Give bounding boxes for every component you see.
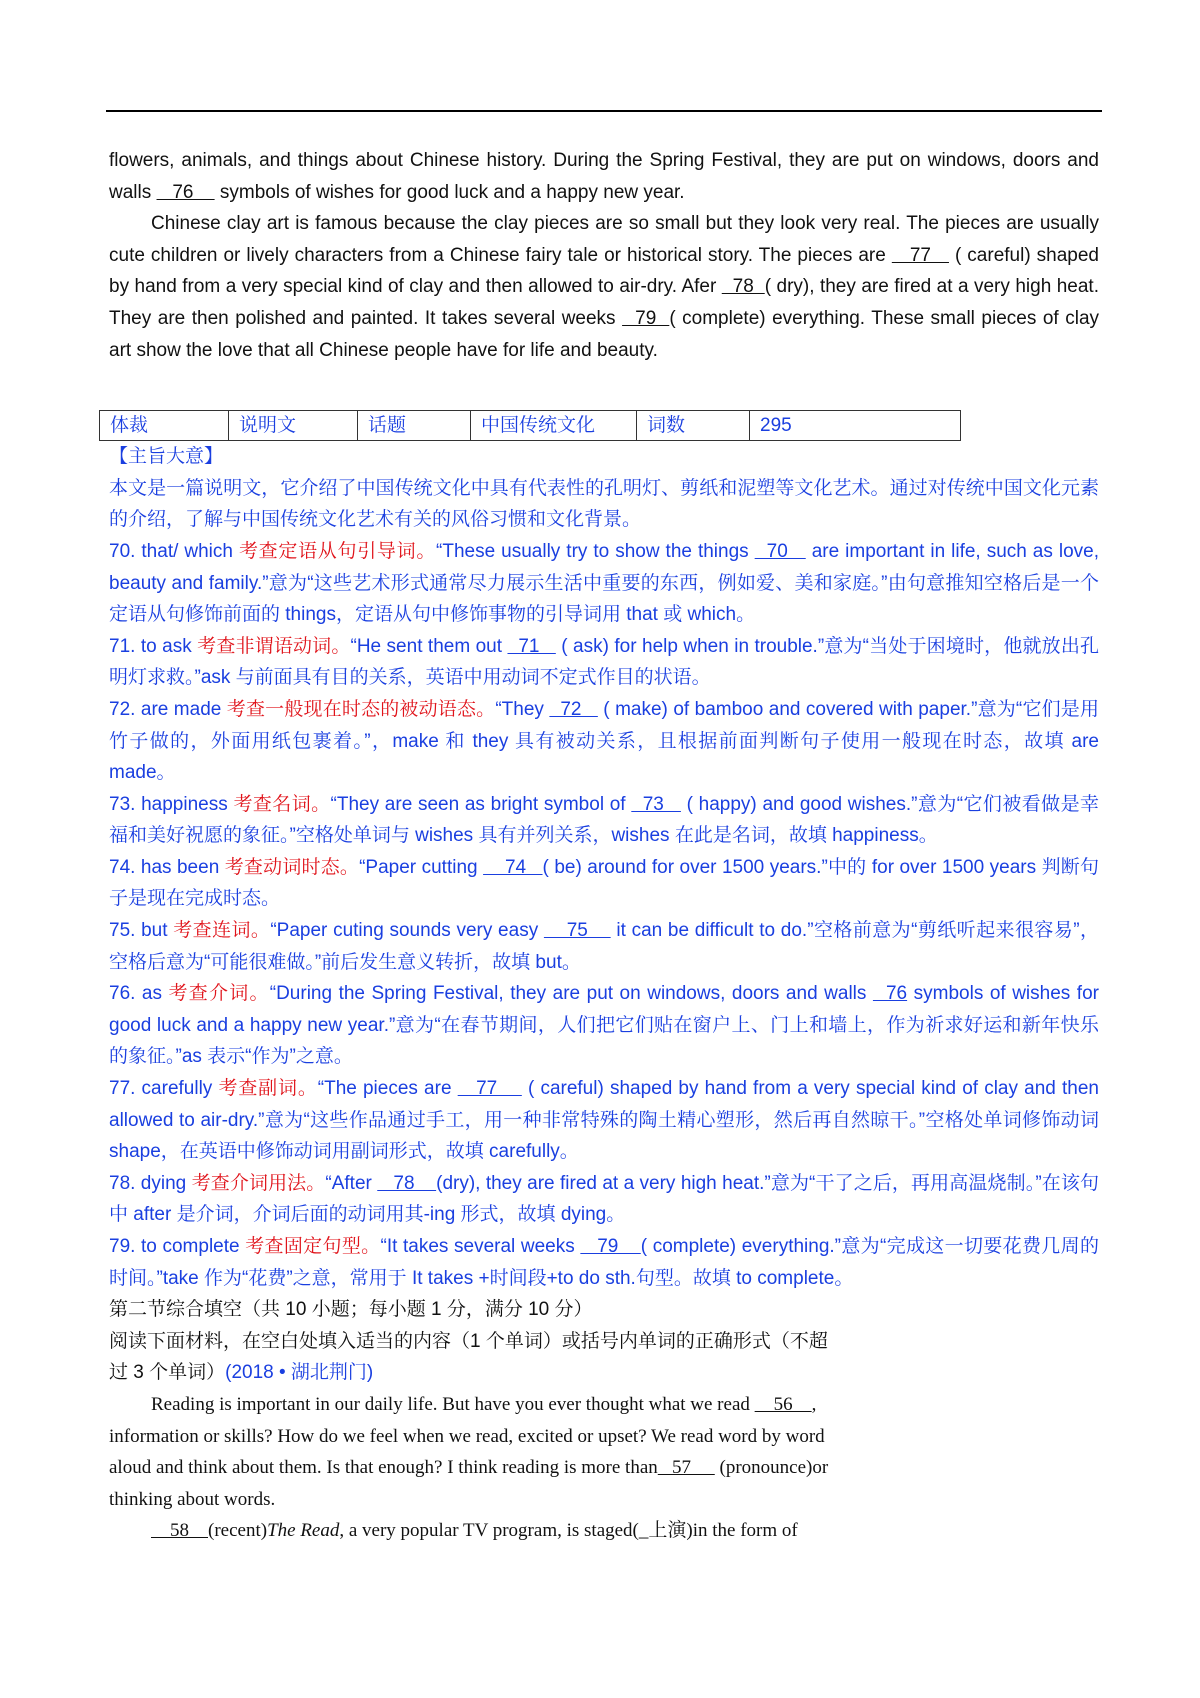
- answer-key: 78. dying: [109, 1172, 192, 1194]
- answer-blank: 71: [507, 635, 556, 657]
- section-title: 第二节综合填空（共 10 小题；每小题 1 分，满分 10 分）: [109, 1299, 593, 1321]
- answer-blank: 76: [872, 983, 908, 1005]
- cloze-text: (pronounce)or: [714, 1457, 829, 1479]
- answer-item: [109, 915, 1099, 978]
- passage-text: Chinese clay art is famous because the clay pieces are so small but they look very real. The pieces are usually cute children or lively characters from a Chinese fairy tale or historical story. The pieces are: [109, 213, 1099, 266]
- blank-58: 58: [151, 1520, 208, 1542]
- header-rule: [106, 110, 1102, 112]
- meta-row: [100, 411, 961, 441]
- cloze-text: , a very popular TV program, is staged(: [339, 1520, 639, 1542]
- answer-item: [109, 631, 1099, 694]
- answer-text: “They are seen as bright symbol of: [330, 793, 632, 815]
- cloze-text: (recent): [208, 1520, 268, 1542]
- instruction-text: 过 3 个单词）: [109, 1362, 226, 1384]
- cloze-text: ,: [811, 1393, 817, 1415]
- answer-text: ( make) of bamboo and covered with paper.”意为“它们是用竹子做的，外面用纸包裹着。”，make 和 they 具有被动关系，且根据前面判断句子使用一般现在时态，故填 are made。: [109, 698, 1099, 784]
- source-label: (2018 • 湖北荆门): [225, 1362, 374, 1384]
- answer-item: [109, 978, 1099, 1073]
- answer-key: 76. as: [109, 983, 169, 1005]
- answer-blank: 72: [549, 698, 598, 720]
- answer-text: “During the Spring Festival, they are put on windows, doors and walls: [269, 983, 873, 1005]
- answer-item: [109, 1231, 1099, 1294]
- cloze-text: aloud and think about them. Is that enough? I think reading is more than: [109, 1457, 658, 1479]
- meta-cell: 体裁: [100, 411, 229, 441]
- cloze-text: _上演: [638, 1520, 687, 1542]
- passage-paragraph-1: [109, 145, 1099, 208]
- answer-list: [109, 536, 1099, 1294]
- passage-text: ( dry), they are fired at a very high heat. They are then polished and painted. It takes several weeks: [109, 276, 1099, 329]
- answer-topic: 考查介词用法。: [191, 1172, 326, 1194]
- section-instruction: 阅读下面材料，在空白处填入适当的内容（1 个单词）或括号内单词的正确形式（不超: [109, 1330, 828, 1352]
- cloze-line: [109, 1452, 1099, 1484]
- answer-key: 75. but: [109, 920, 174, 942]
- answer-key: 77. carefully: [109, 1078, 219, 1100]
- answer-topic: 考查介词。: [168, 983, 270, 1005]
- passage-paragraph-2: [109, 208, 1099, 366]
- answer-blank: 73: [631, 793, 681, 815]
- answer-blank: 75: [543, 920, 611, 942]
- answer-topic: 考查副词。: [218, 1078, 318, 1100]
- answer-text: ( complete) everything.”意为“完成这一切要花费几周的时间。”take 作为“花费”之意，常用于 It takes +时间段+to do sth.句型。故填 to complete。: [109, 1236, 1099, 1289]
- answer-text: ( be) around for over 1500 years.”中的 for over 1500 years 判断句子是现在完成时态。: [109, 856, 1099, 910]
- answer-text: “Paper cutting: [359, 856, 484, 878]
- answer-topic: 考查名词。: [233, 793, 331, 815]
- passage-text: flowers, animals, and things about Chinese history. During the Spring Festival, they are put on windows, doors and walls: [109, 150, 1099, 203]
- summary-text: 本文是一篇说明文，它介绍了中国传统文化中具有代表性的孔明灯、剪纸和泥塑等文化艺术。通过对传统中国文化元素的介绍，了解与中国传统文化艺术有关的风俗习惯和文化背景。: [109, 477, 1099, 531]
- answer-text: “They: [495, 698, 550, 720]
- answer-text: symbols of wishes for good luck and a happy new year.”意为“在春节期间，人们把它们贴在窗户上、门上和墙上，作为祈求好运和新年快乐的象征。”as 表示“作为”之意。: [109, 983, 1099, 1068]
- answer-text: “He sent them out: [350, 635, 508, 657]
- answer-text: “It takes several weeks: [380, 1236, 581, 1257]
- meta-table: [99, 410, 961, 441]
- blank-77: 77: [891, 244, 949, 266]
- cloze-line: information or skills? How do we feel when we read, excited or upset? We read word by word: [109, 1425, 825, 1447]
- answer-blank: 79: [580, 1236, 641, 1257]
- answer-text: ( happy) and good wishes.”意为“它们被看做是幸福和美好祝愿的象征。”空格处单词与 wishes 具有并列关系，wishes 在此是名词，故填 happiness。: [109, 793, 1100, 847]
- answer-text: “The pieces are: [317, 1078, 458, 1100]
- answer-text: ( ask) for help when in trouble.”意为“当处于困境时，他就放出孔明灯求救。”ask 与前面具有目的关系，英语中用动词不定式作目的状语。: [109, 635, 1099, 689]
- answer-key: 79. to complete: [109, 1236, 246, 1257]
- answer-topic: 考查连词。: [173, 920, 271, 942]
- answer-text: “These usually try to show the things: [436, 540, 755, 562]
- blank-78: 78: [721, 276, 765, 298]
- answer-blank: 78: [377, 1172, 437, 1194]
- cloze-line: thinking about words.: [109, 1488, 276, 1510]
- blank-79: 79: [622, 307, 670, 329]
- answer-key: 70. that/ which: [109, 540, 239, 562]
- answer-blank: 74: [483, 856, 543, 878]
- passage-text: ( careful) shaped by hand from a very special kind of clay and then allowed to air-dry. Afer: [109, 244, 1099, 298]
- meta-cell: 中国传统文化: [471, 411, 637, 441]
- answer-item: [109, 694, 1099, 789]
- meta-cell: 话题: [358, 411, 471, 441]
- answer-item: [109, 1168, 1099, 1231]
- blank-56: 56: [754, 1393, 812, 1415]
- answer-text: ( careful) shaped by hand from a very special kind of clay and then allowed to air-dry.”意为“这些作品通过手工，用一种非常特殊的陶土精心塑形，然后再自然晾干。”空格处单词修饰动词 shape，在英语中修饰动词用副词形式，故填 carefully。: [109, 1078, 1099, 1163]
- answer-key: 71. to ask: [109, 635, 198, 657]
- blank-57: 57: [657, 1457, 715, 1479]
- cloze-passage: [109, 1389, 1099, 1547]
- answer-blank: 70: [754, 540, 806, 562]
- passage-text: symbols of wishes for good luck and a happy new year.: [214, 181, 685, 203]
- answer-text: “Paper cuting sounds very easy: [270, 920, 544, 942]
- answer-item: [109, 789, 1099, 852]
- cloze-text: Reading is important in our daily life. But have you ever thought what we read: [151, 1393, 755, 1415]
- cloze-line: [109, 1389, 1099, 1421]
- document-page: [109, 145, 1099, 1547]
- answer-text: are important in life, such as love, beauty and family.”意为“这些艺术形式通常尽力展示生活中重要的东西，例如爱、美和家庭。”由句意推知空格后是一个定语从句修饰前面的 things，定语从句中修饰事物的引导词用 that 或 which。: [109, 540, 1099, 626]
- answer-text: (dry), they are fired at a very high heat.”意为“干了之后，再用高温烧制。”在该句中 after 是介词，介词后面的动词用其-ing 形式，故填 dying。: [109, 1172, 1099, 1226]
- answer-item: [109, 1073, 1099, 1168]
- passage-text: ( complete) everything. These small pieces of clay art show the love that all Chinese people have for life and beauty.: [109, 307, 1100, 361]
- answer-topic: 考查定语从句引导词。: [238, 540, 437, 562]
- answer-blank: 77: [457, 1078, 522, 1100]
- answer-text: “After: [325, 1172, 378, 1194]
- answer-text: it can be difficult to do.”空格前意为“剪纸听起来很容易”，空格后意为“可能很难做。”前后发生意义转折，故填 but。: [109, 920, 1099, 973]
- answer-topic: 考查动词时态。: [224, 856, 360, 878]
- cloze-text: )in the form of: [686, 1520, 798, 1542]
- answer-topic: 考查一般现在时态的被动语态。: [226, 698, 496, 720]
- meta-cell: 词数: [637, 411, 750, 441]
- program-title: The Read: [267, 1520, 340, 1542]
- blank-76: 76: [156, 181, 215, 203]
- meta-cell: 295: [750, 411, 961, 441]
- cloze-line: [109, 1515, 1099, 1547]
- section-instruction-2: [109, 1357, 1099, 1389]
- meta-cell: 说明文: [229, 411, 358, 441]
- answer-item: [109, 852, 1099, 915]
- answer-topic: 考查固定句型。: [245, 1236, 381, 1257]
- answer-item: [109, 536, 1099, 631]
- answer-key: 74. has been: [109, 856, 225, 878]
- summary-heading: 【主旨大意】: [109, 446, 224, 468]
- answer-key: 72. are made: [109, 698, 227, 720]
- answer-topic: 考查非谓语动词。: [197, 635, 351, 657]
- answer-key: 73. happiness: [109, 793, 234, 815]
